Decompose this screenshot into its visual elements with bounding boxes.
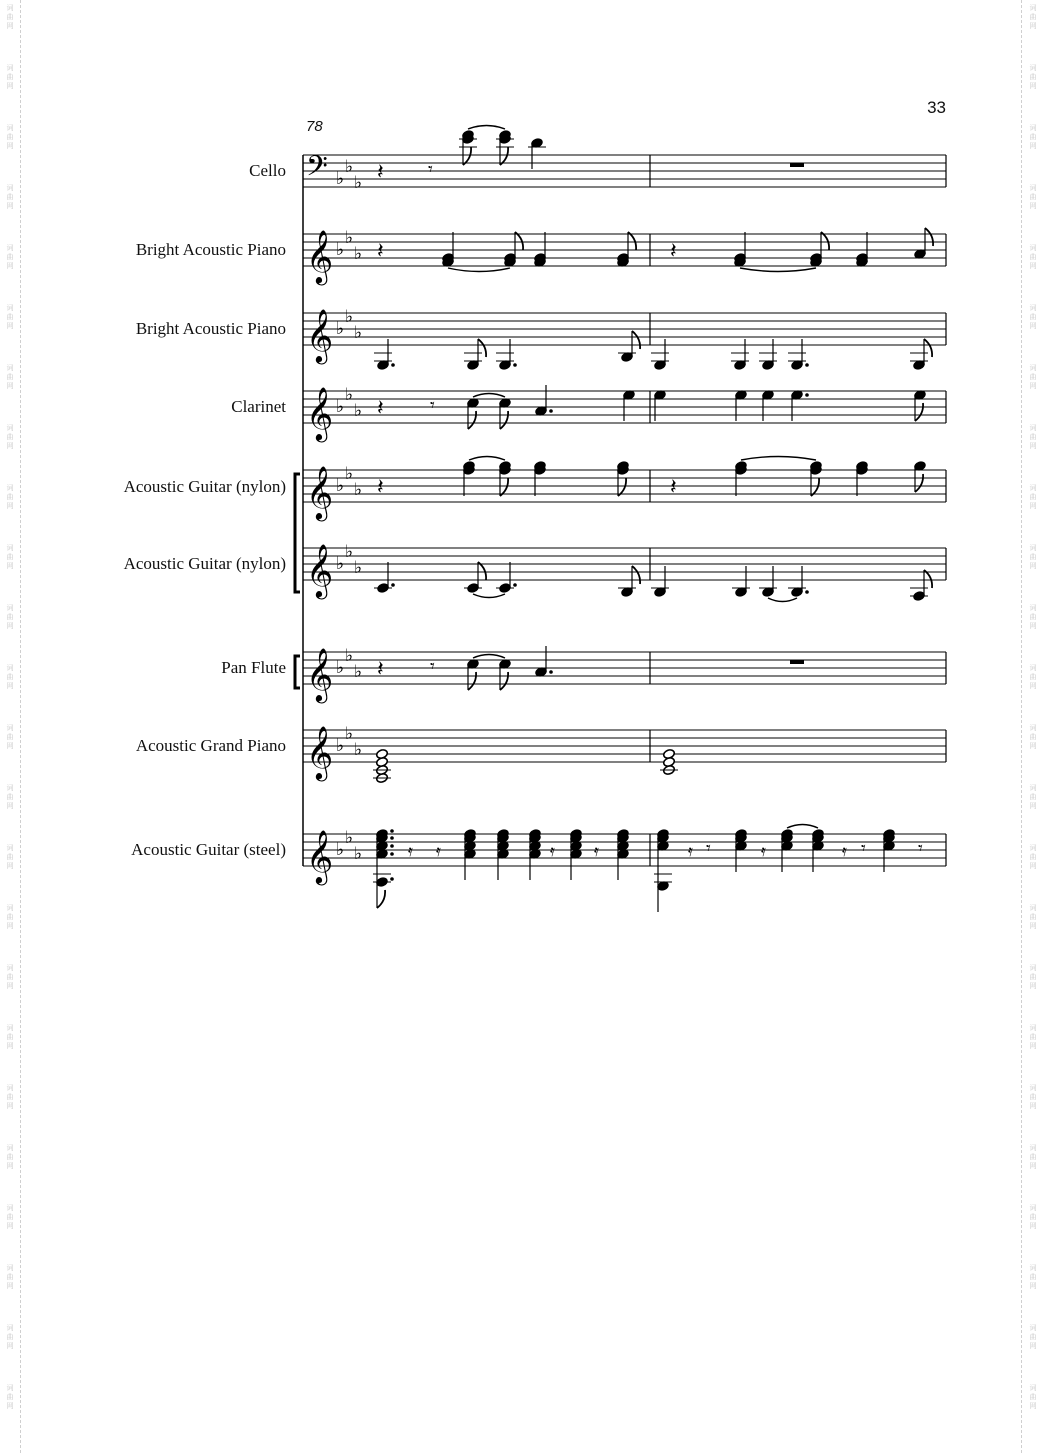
instrument-label-guitar-nylon-2: Acoustic Guitar (nylon) bbox=[123, 554, 286, 573]
watermark-glyph: 词 曲 网 bbox=[1029, 484, 1037, 510]
watermark-glyph: 词 曲 网 bbox=[1029, 904, 1037, 930]
watermark-glyph: 词 曲 网 bbox=[6, 124, 14, 150]
note-dot bbox=[513, 583, 517, 587]
watermark-glyph: 词 曲 网 bbox=[6, 604, 14, 630]
note-flag bbox=[500, 411, 508, 429]
watermark-glyph: 词 曲 网 bbox=[6, 424, 14, 450]
note-dot bbox=[549, 409, 553, 413]
staff-7 bbox=[303, 652, 946, 684]
instrument-label-clarinet: Clarinet bbox=[231, 397, 286, 416]
watermark-glyph: 词 曲 网 bbox=[1029, 1384, 1037, 1410]
note-flag bbox=[925, 228, 933, 246]
key-flat: ♭ bbox=[354, 662, 363, 682]
watermark-glyph: 词 曲 网 bbox=[6, 784, 14, 810]
watermark-glyph: 词 曲 网 bbox=[6, 1264, 14, 1290]
quarter-rest: 𝄽 bbox=[377, 657, 384, 682]
instrument-label-guitar-nylon-1: Acoustic Guitar (nylon) bbox=[123, 477, 286, 496]
watermark-glyph: 词 曲 网 bbox=[6, 964, 14, 990]
watermark-glyph: 词 曲 网 bbox=[1029, 184, 1037, 210]
note-flag bbox=[915, 474, 923, 492]
watermark-glyph: 词 曲 网 bbox=[1029, 1084, 1037, 1110]
instrument-label-grand-piano: Acoustic Grand Piano bbox=[135, 736, 286, 755]
watermark-glyph: 词 曲 网 bbox=[1029, 244, 1037, 270]
key-flat: ♭ bbox=[336, 840, 345, 860]
watermark-glyph: 词 曲 网 bbox=[1029, 304, 1037, 330]
note-flag bbox=[500, 478, 508, 496]
tie bbox=[473, 655, 505, 659]
note-dot bbox=[805, 363, 809, 367]
key-flat: ♭ bbox=[336, 169, 345, 189]
group-bracket bbox=[295, 474, 300, 592]
watermark-glyph: 词 曲 网 bbox=[6, 184, 14, 210]
watermark-glyph: 词 曲 网 bbox=[6, 844, 14, 870]
note-flag bbox=[632, 331, 640, 349]
sixteenth-rest: 𝄿 bbox=[842, 841, 847, 860]
note-flag bbox=[515, 232, 523, 250]
quarter-rest: 𝄽 bbox=[377, 475, 384, 500]
watermark-glyph: 词 曲 网 bbox=[6, 664, 14, 690]
note-dot bbox=[391, 583, 395, 587]
key-flat: ♭ bbox=[336, 319, 345, 339]
watermark-glyph: 词 曲 网 bbox=[6, 4, 14, 30]
note-flag bbox=[468, 672, 476, 690]
sixteenth-rest: 𝄿 bbox=[688, 841, 693, 860]
watermark-glyph: 词 曲 网 bbox=[1029, 604, 1037, 630]
watermark-glyph: 词 曲 网 bbox=[6, 364, 14, 390]
watermark-glyph: 词 曲 网 bbox=[6, 1384, 14, 1410]
watermark-glyph: 词 曲 网 bbox=[1029, 844, 1037, 870]
sixteenth-rest: 𝄿 bbox=[594, 841, 599, 860]
note-flag bbox=[811, 478, 819, 496]
sixteenth-rest: 𝄿 bbox=[436, 841, 441, 860]
key-flat: ♭ bbox=[354, 173, 363, 193]
instrument-label-pan-flute: Pan Flute bbox=[221, 658, 286, 677]
tie bbox=[468, 126, 505, 130]
watermark-glyph: 词 曲 网 bbox=[1029, 424, 1037, 450]
watermark-glyph: 词 曲 网 bbox=[6, 64, 14, 90]
key-flat: ♭ bbox=[345, 542, 354, 562]
watermark-glyph: 词 曲 网 bbox=[6, 1324, 14, 1350]
eighth-rest: 𝄾 bbox=[430, 656, 435, 677]
tie bbox=[473, 594, 505, 598]
note-flag bbox=[377, 890, 385, 908]
key-flat: ♭ bbox=[345, 307, 354, 327]
page-number: 33 bbox=[927, 98, 946, 117]
key-flat: ♭ bbox=[336, 240, 345, 260]
instrument-label-guitar-steel: Acoustic Guitar (steel) bbox=[131, 840, 286, 859]
key-flat: ♭ bbox=[345, 228, 354, 248]
watermark-glyph: 词 曲 网 bbox=[6, 904, 14, 930]
note-dot bbox=[390, 829, 394, 833]
note-flag bbox=[628, 232, 636, 250]
watermark-glyph: 词 曲 网 bbox=[1029, 1204, 1037, 1230]
watermark-glyph: 词 曲 网 bbox=[6, 304, 14, 330]
quarter-rest: 𝄽 bbox=[377, 160, 384, 185]
watermark-glyph: 词 曲 网 bbox=[1029, 64, 1037, 90]
quarter-rest: 𝄽 bbox=[670, 239, 677, 264]
note-flag bbox=[500, 147, 508, 165]
watermark-glyph: 词 曲 网 bbox=[6, 1204, 14, 1230]
note-flag bbox=[924, 570, 932, 588]
key-flat: ♭ bbox=[345, 385, 354, 405]
key-flat: ♭ bbox=[345, 724, 354, 744]
watermark-glyph: 词 曲 网 bbox=[1029, 544, 1037, 570]
watermark-glyph: 词 曲 网 bbox=[1029, 1324, 1037, 1350]
note-head bbox=[376, 748, 389, 759]
note-dot bbox=[390, 844, 394, 848]
tie bbox=[740, 268, 816, 272]
note-flag bbox=[821, 232, 829, 250]
watermark-glyph: 词 曲 网 bbox=[1029, 1024, 1037, 1050]
quarter-rest: 𝄽 bbox=[670, 475, 677, 500]
key-flat: ♭ bbox=[354, 244, 363, 264]
eighth-rest: 𝄾 bbox=[430, 395, 435, 416]
note-dot bbox=[513, 363, 517, 367]
whole-rest bbox=[790, 163, 804, 167]
key-flat: ♭ bbox=[354, 401, 363, 421]
note-flag bbox=[924, 339, 932, 357]
watermark-glyph: 词 曲 网 bbox=[1029, 1144, 1037, 1170]
key-flat: ♭ bbox=[336, 476, 345, 496]
note-dot bbox=[391, 363, 395, 367]
note-dot bbox=[390, 852, 394, 856]
note-dot bbox=[805, 590, 809, 594]
tie bbox=[469, 457, 505, 461]
note-dot bbox=[549, 670, 553, 674]
key-flat: ♭ bbox=[354, 740, 363, 760]
quarter-rest: 𝄽 bbox=[377, 239, 384, 264]
staff-6 bbox=[303, 548, 946, 580]
key-flat: ♭ bbox=[336, 736, 345, 756]
watermark-glyph: 词 曲 网 bbox=[1029, 364, 1037, 390]
key-flat: ♭ bbox=[354, 323, 363, 343]
note-dot bbox=[390, 877, 394, 881]
note-flag bbox=[478, 339, 486, 357]
instrument-label-cello: Cello bbox=[249, 161, 286, 180]
treble-clef: 𝄞 bbox=[306, 465, 334, 519]
whole-rest bbox=[790, 660, 804, 664]
key-flat: ♭ bbox=[354, 480, 363, 500]
sixteenth-rest: 𝄿 bbox=[550, 841, 555, 860]
eighth-rest: 𝄾 bbox=[861, 838, 866, 859]
note-dot bbox=[390, 836, 394, 840]
instrument-label-bright-piano-1: Bright Acoustic Piano bbox=[135, 240, 286, 259]
watermark-glyph: 词 曲 网 bbox=[6, 484, 14, 510]
staff-3 bbox=[303, 313, 946, 345]
key-flat: ♭ bbox=[345, 464, 354, 484]
treble-clef: 𝄞 bbox=[306, 725, 334, 779]
eighth-rest: 𝄾 bbox=[706, 838, 711, 859]
bass-clef: 𝄢 bbox=[306, 150, 328, 190]
key-flat: ♭ bbox=[345, 828, 354, 848]
tie bbox=[473, 394, 505, 398]
watermark-glyph: 词 曲 网 bbox=[6, 244, 14, 270]
measure-number: 78 bbox=[306, 118, 323, 135]
note-flag bbox=[468, 411, 476, 429]
key-flat: ♭ bbox=[336, 658, 345, 678]
tie bbox=[768, 598, 797, 602]
watermark-glyph: 词 曲 网 bbox=[1029, 964, 1037, 990]
eighth-rest: 𝄾 bbox=[918, 838, 923, 859]
key-flat: ♭ bbox=[354, 558, 363, 578]
watermark-glyph: 词 曲 网 bbox=[6, 1084, 14, 1110]
tie bbox=[448, 268, 510, 272]
staff-1 bbox=[303, 155, 946, 187]
key-flat: ♭ bbox=[336, 554, 345, 574]
instrument-label-bright-piano-2: Bright Acoustic Piano bbox=[135, 319, 286, 338]
eighth-rest: 𝄾 bbox=[428, 159, 433, 180]
note-flag bbox=[915, 403, 923, 421]
key-flat: ♭ bbox=[354, 844, 363, 864]
staff-8 bbox=[303, 730, 946, 762]
watermark-glyph: 词 曲 网 bbox=[1029, 124, 1037, 150]
note-head bbox=[663, 748, 676, 759]
sixteenth-rest: 𝄿 bbox=[761, 841, 766, 860]
key-flat: ♭ bbox=[345, 157, 354, 177]
key-flat: ♭ bbox=[336, 397, 345, 417]
treble-clef: 𝄞 bbox=[306, 386, 334, 440]
note-dot bbox=[805, 393, 809, 397]
note-flag bbox=[478, 562, 486, 580]
watermark-glyph: 词 曲 网 bbox=[1029, 784, 1037, 810]
treble-clef: 𝄞 bbox=[306, 829, 334, 883]
watermark-glyph: 词 曲 网 bbox=[1029, 4, 1037, 30]
tie bbox=[787, 825, 818, 829]
group-bracket bbox=[295, 656, 300, 688]
note-flag bbox=[618, 478, 626, 496]
note-flag bbox=[632, 566, 640, 584]
watermark-glyph: 词 曲 网 bbox=[1029, 724, 1037, 750]
watermark-glyph: 词 曲 网 bbox=[6, 1144, 14, 1170]
key-flat: ♭ bbox=[345, 646, 354, 666]
treble-clef: 𝄞 bbox=[306, 308, 334, 362]
watermark-glyph: 词 曲 网 bbox=[6, 724, 14, 750]
quarter-rest: 𝄽 bbox=[377, 396, 384, 421]
watermark-glyph: 词 曲 网 bbox=[1029, 664, 1037, 690]
sixteenth-rest: 𝄿 bbox=[408, 841, 413, 860]
treble-clef: 𝄞 bbox=[306, 543, 334, 597]
watermark-glyph: 词 曲 网 bbox=[6, 1024, 14, 1050]
watermark-glyph: 词 曲 网 bbox=[1029, 1264, 1037, 1290]
note-flag bbox=[500, 672, 508, 690]
note-flag bbox=[463, 147, 471, 165]
treble-clef: 𝄞 bbox=[306, 229, 334, 283]
tie bbox=[741, 457, 816, 461]
watermark-glyph: 词 曲 网 bbox=[6, 544, 14, 570]
treble-clef: 𝄞 bbox=[306, 647, 334, 701]
